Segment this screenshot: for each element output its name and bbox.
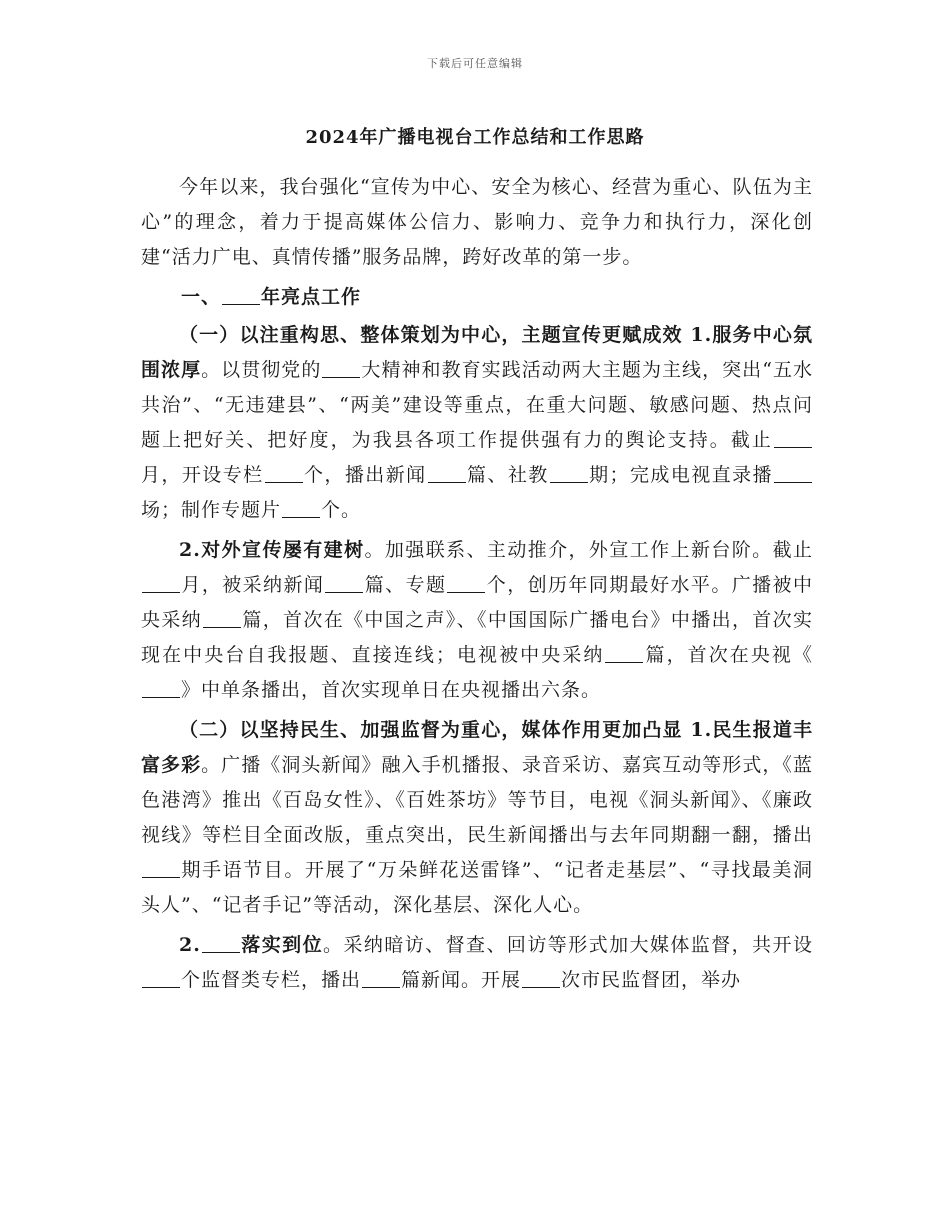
- blank-line: [282, 499, 320, 518]
- paragraph-text: 期；完成电视直录播: [588, 464, 773, 486]
- section-title: 年亮点工作: [261, 286, 362, 308]
- document-title: 2024年广播电视台工作总结和工作思路: [305, 127, 645, 148]
- paragraph-text: 篇、专题: [364, 574, 447, 596]
- document-body: [141, 170, 813, 1003]
- blank-line: [428, 464, 466, 483]
- paragraph-text: 篇新闻。开展: [401, 969, 522, 991]
- blank-line: [142, 574, 180, 593]
- paragraph-text: 。以贯彻党的: [201, 359, 322, 381]
- paragraph-text: 大精神和教育实践活动两大主题为主线，突出“五水共治”、“无违建县”、“两美”建设等重点，在重大问题、敏感问题、热点问题上把好关、把好度，为我县各项工作提供强有力的舆论支持。截止: [141, 359, 813, 451]
- blank-line: [322, 359, 360, 378]
- paragraph-text: 月，被采纳新闻: [181, 574, 325, 596]
- blank-line: [325, 574, 363, 593]
- paragraph-text: 场；制作专题片: [141, 499, 282, 521]
- paragraph-text: 个。: [321, 499, 362, 521]
- paragraph-lead: 2.对外宣传屡有建树: [179, 539, 365, 561]
- blank-line: [142, 969, 180, 988]
- blank-line: [222, 286, 260, 305]
- header-note: 下载后可任意编辑: [427, 57, 523, 70]
- blank-line: [265, 464, 303, 483]
- paragraph-text: 篇、社教: [466, 464, 549, 486]
- blank-line: [774, 429, 812, 448]
- blank-line: [142, 859, 180, 878]
- paragraph-3: [141, 713, 813, 923]
- paragraph-lead: 落实到位: [240, 934, 324, 956]
- blank-line: [142, 679, 180, 698]
- paragraph-text: 期手语节目。开展了“万朵鲜花送雷锋”、“记者走基层”、“寻找最美洞头人”、“记者手记”等活动，深化基层、深化人心。: [141, 859, 813, 916]
- paragraph-text: 。加强联系、主动推介，外宣工作上新台阶。截止: [364, 539, 813, 561]
- blank-line: [362, 969, 400, 988]
- paragraph-text: 个，播出新闻: [303, 464, 427, 486]
- paragraph-text: 个，创历年同期最好水平。广播被中央采纳: [141, 574, 813, 631]
- blank-line: [605, 644, 643, 663]
- paragraph-2: [141, 533, 813, 708]
- blank-line: [522, 969, 560, 988]
- blank-line: [774, 464, 812, 483]
- paragraph-4: [141, 928, 813, 998]
- paragraph-text: 次市民监督团，举办: [561, 969, 742, 991]
- section-heading: [141, 280, 813, 315]
- intro-paragraph: 今年以来，我台强化“宣传为中心、安全为核心、经营为重心、队伍为主心”的理念，着力于提高媒体公信力、影响力、竞争力和执行力，深化创建“活力广电、真情传播”服务品牌，跨好改革的第一步。: [141, 176, 813, 268]
- paragraph-1: [141, 318, 813, 528]
- paragraph-lead: 2.: [179, 934, 201, 956]
- paragraph-lead: （一）以注重构思、整体策划为中心，主题宣传更赋成效 1.服务中心氛围浓厚: [141, 324, 813, 381]
- paragraph-text: 》中单条播出，首次实现单日在央视播出六条。: [181, 679, 602, 701]
- section-number: 一、: [181, 286, 222, 308]
- blank-line: [202, 934, 240, 953]
- blank-line: [550, 464, 588, 483]
- paragraph-text: 篇，首次在《中国之声》、《中国国际广播电台》中播出，首次实现在中央台自我报题、直接连线；电视被中央采纳: [141, 609, 813, 666]
- paragraph-text: 月，开设专栏: [141, 464, 264, 486]
- blank-line: [447, 574, 485, 593]
- paragraph-text: 。广播《洞头新闻》融入手机播报、录音采访、嘉宾互动等形式，《蓝色港湾》推出《百岛女性》、《百姓茶坊》等节目，电视《洞头新闻》、《廉政视线》等栏目全面改版，重点突出，民生新闻播出与去年同期翻一翻，播出: [141, 754, 813, 846]
- paragraph-lead: （二）以坚持民生、加强监督为重心，媒体作用更加凸显 1.民生报道丰富多彩: [141, 719, 813, 776]
- blank-line: [203, 609, 241, 628]
- paragraph-text: 篇，首次在央视《: [644, 644, 813, 666]
- paragraph-text: 。采纳暗访、督查、回访等形式加大媒体监督，共开设: [323, 934, 813, 956]
- paragraph-text: 个监督类专栏，播出: [181, 969, 362, 991]
